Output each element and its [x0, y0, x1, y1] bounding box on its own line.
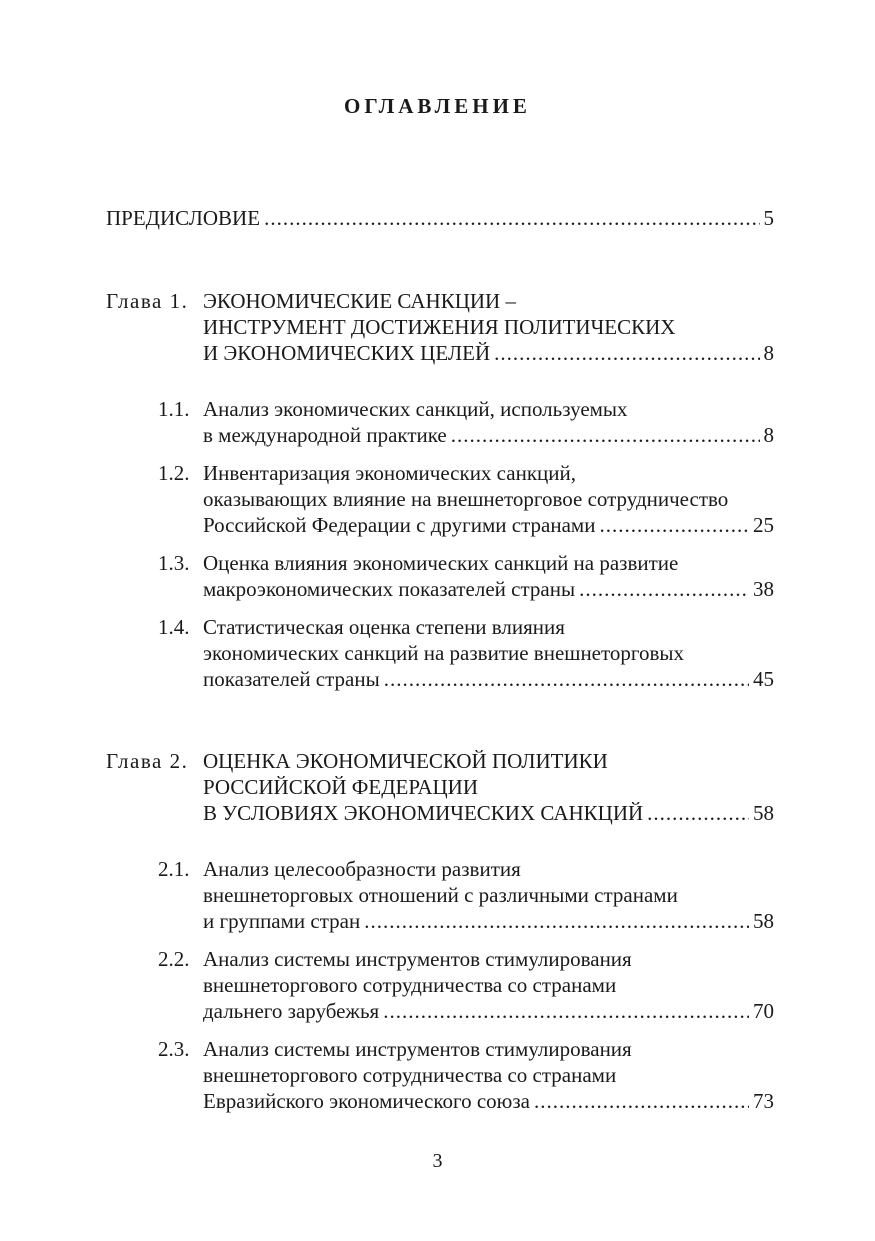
section-number: 1.1.	[158, 397, 190, 421]
chapter-title-line[interactable]: ИНСТРУМЕНТ ДОСТИЖЕНИЯ ПОЛИТИЧЕСКИХ	[203, 315, 676, 339]
section-number: 1.2.	[158, 461, 190, 485]
section-title-last-line[interactable]	[203, 422, 774, 448]
dot-leader	[451, 422, 760, 448]
toc-entry-page: 8	[763, 423, 774, 447]
section-number: 1.3.	[158, 551, 190, 575]
toc-entry-page: 8	[763, 341, 774, 365]
section-title-line[interactable]: внешнеторгового сотрудничества со странами	[203, 973, 617, 997]
dot-leader	[364, 908, 749, 934]
chapter-label: Глава 2.	[106, 749, 189, 773]
section-number: 2.1.	[158, 857, 190, 881]
section-title-line[interactable]: Инвентаризация экономических санкций,	[203, 461, 576, 485]
section-title-line: дальнего зарубежья	[203, 999, 380, 1023]
section-title-line[interactable]: Анализ системы инструментов стимулирования	[203, 947, 632, 971]
section-title-last-line[interactable]	[203, 908, 774, 934]
page-number: 3	[432, 1150, 443, 1172]
section-title-last-line[interactable]	[203, 576, 774, 602]
toc-entry-text: ПРЕДИСЛОВИЕ	[106, 206, 261, 230]
section-title-line[interactable]: Анализ системы инструментов стимулирования	[203, 1037, 632, 1061]
page-title: ОГЛАВЛЕНИЕ	[344, 94, 531, 118]
section-title-line[interactable]: Анализ целесообразности развития	[203, 857, 521, 881]
dot-leader	[579, 576, 749, 602]
toc-entry-page: 38	[753, 577, 774, 601]
section-title-line[interactable]: внешнеторговых отношений с различными странами	[203, 883, 678, 907]
toc-entry-page: 58	[753, 801, 774, 825]
dot-leader	[384, 666, 749, 692]
toc-entry-page: 58	[753, 909, 774, 933]
dot-leader	[383, 998, 749, 1024]
section-title-line: показателей страны	[203, 667, 380, 691]
section-title-line[interactable]: Анализ экономических санкций, используемых	[203, 397, 628, 421]
section-title-line: Российской Федерации с другими странами	[203, 513, 596, 537]
section-title-line[interactable]: Оценка влияния экономических санкций на развитие	[203, 551, 679, 575]
section-number: 2.2.	[158, 947, 190, 971]
dot-leader	[534, 1088, 749, 1114]
section-title-line: макроэкономических показателей страны	[203, 577, 576, 601]
toc-entry-page: 45	[753, 667, 774, 691]
section-title-last-line[interactable]	[203, 998, 774, 1024]
toc-entry-page: 5	[763, 206, 774, 230]
toc-entry-preface[interactable]	[106, 205, 774, 231]
chapter-title-last-line[interactable]	[203, 340, 774, 366]
dot-leader	[599, 512, 749, 538]
chapter-title-line[interactable]: РОССИЙСКОЙ ФЕДЕРАЦИИ	[203, 775, 478, 799]
chapter-title-last-line[interactable]	[203, 800, 774, 826]
section-title-line[interactable]: внешнеторгового сотрудничества со странами	[203, 1063, 617, 1087]
section-title-last-line[interactable]	[203, 666, 774, 692]
toc-entry-page: 70	[753, 999, 774, 1023]
section-title-line[interactable]: экономических санкций на развитие внешнеторговых	[203, 641, 685, 665]
chapter-label: Глава 1.	[106, 289, 189, 313]
section-title-line[interactable]: Статистическая оценка степени влияния	[203, 615, 565, 639]
dot-leader	[494, 340, 759, 366]
toc-entry-page: 73	[753, 1089, 774, 1113]
section-title-last-line[interactable]	[203, 1088, 774, 1114]
toc-entry-page: 25	[753, 513, 774, 537]
section-title-last-line[interactable]	[203, 512, 774, 538]
section-number: 1.4.	[158, 615, 190, 639]
dot-leader	[647, 800, 749, 826]
chapter-title-line[interactable]: ЭКОНОМИЧЕСКИЕ САНКЦИИ –	[203, 289, 516, 313]
section-number: 2.3.	[158, 1037, 190, 1061]
section-title-line[interactable]: оказывающих влияние на внешнеторговое сотрудничество	[203, 487, 729, 511]
dot-leader	[264, 205, 759, 231]
section-title-line: и группами стран	[203, 909, 361, 933]
section-title-line: Евразийского экономического союза	[203, 1089, 530, 1113]
chapter-title-line: В УСЛОВИЯХ ЭКОНОМИЧЕСКИХ САНКЦИЙ	[203, 801, 644, 825]
section-title-line: в международной практике	[203, 423, 447, 447]
chapter-title-line: И ЭКОНОМИЧЕСКИХ ЦЕЛЕЙ	[203, 341, 491, 365]
chapter-title-line[interactable]: ОЦЕНКА ЭКОНОМИЧЕСКОЙ ПОЛИТИКИ	[203, 749, 608, 773]
